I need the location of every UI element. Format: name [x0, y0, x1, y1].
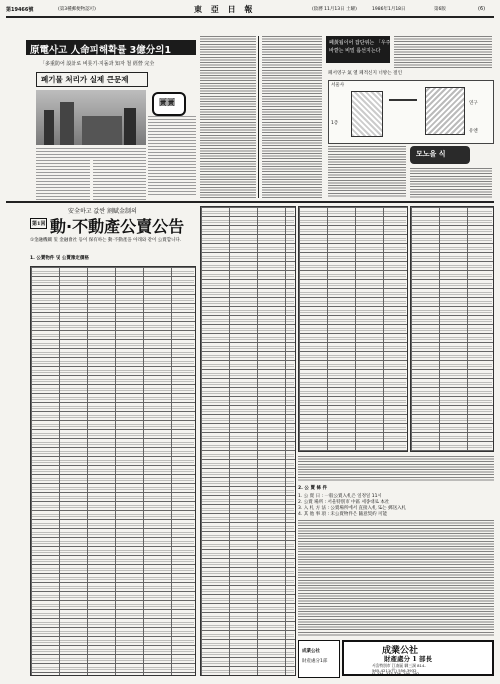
headline: 原電사고 人命피해확률 3億分의1 — [30, 45, 172, 56]
column-rule — [258, 36, 259, 198]
notice-top-line: 安全하고 값싼 割賦金制의 — [68, 208, 137, 215]
conditions-text — [298, 456, 494, 482]
photo-caption — [36, 148, 146, 158]
section-rule — [6, 201, 494, 203]
conditions-heading: 2. 公 賣 條 件 — [298, 486, 328, 491]
company-phone: 代 334, 335-336, 290, 292 — [372, 672, 420, 676]
notice-number: 第1回 — [30, 218, 47, 229]
company-phone: 565-4211(代) 556-3932 — [372, 668, 417, 673]
date: 1986年1月18日 — [372, 7, 406, 12]
company-box — [342, 640, 494, 676]
diagram-label: 연구 — [469, 101, 478, 106]
condition-line: 2. 公賣 場所 : 서울特別市 中區 세종대로 本社 — [298, 500, 390, 505]
company-left-box: 成業公社 財産處分1部 — [298, 640, 340, 678]
article-logo: 圖圖 — [152, 92, 186, 116]
issue-number: 第19466號 — [6, 7, 34, 13]
column-logo: 모노을 식 — [410, 146, 470, 164]
company-address: 서울特別市 江南區 驛三洞 814- — [372, 663, 426, 668]
plant-photo — [36, 90, 146, 145]
property-table — [298, 206, 408, 452]
property-table — [410, 206, 494, 452]
article-column — [148, 116, 196, 196]
right-box — [326, 36, 390, 63]
condition-line: 3. 入 札 方 法 : 公賣場所에서 直接入札 또는 郵送入札 — [298, 506, 407, 511]
headline-box — [26, 40, 196, 55]
article-column — [328, 146, 406, 198]
headline-subhead: 「多重防어 設計로 비롯기·지돌과 知자 철 經營 完全 — [40, 61, 155, 67]
condition-line: 1. 公 賣 日 : 一般公賣入札은 일정일 11시 — [298, 494, 382, 499]
page-number: (6) — [478, 6, 486, 12]
notice-sub: ①金融機關 및 金融會社 등이 保有하는 動·不動產을 아래와 같이 公賣합니다. — [30, 238, 182, 243]
property-table — [200, 206, 296, 676]
article-column — [262, 36, 322, 198]
mail-class: (第3種郵便物認可) — [58, 7, 96, 12]
property-table — [30, 266, 196, 676]
article-column — [200, 36, 256, 198]
weekday: (陰曆 11月13日 土曜) — [312, 7, 357, 12]
paper-name: 東 亞 日 報 — [194, 4, 256, 14]
right-subhead: 폐서영구 氣 열 폐적신지 너방는 절인 — [328, 71, 403, 76]
notice-title: 動·不動產公賣公告 — [50, 217, 185, 236]
notice-header — [30, 206, 198, 264]
reactor-diagram — [328, 80, 494, 144]
section-title-box — [36, 72, 148, 87]
diagram-label: 유엔 — [469, 129, 478, 134]
edition: 第6版 — [434, 7, 446, 12]
condition-line: 4. 其 他 事 項 : 未公賣物件은 隨意契約 可能 — [298, 512, 388, 517]
article-column — [93, 160, 146, 200]
diagram-label: 1층 — [331, 121, 339, 126]
right-box-text: 폐黃됩이어 잡단위는 「우주 바깥는 비밀 롭선지는다 — [329, 40, 391, 54]
section-title: 폐기물 처리가 실제 큰문제 — [41, 75, 129, 84]
company-name: 成業公社 — [382, 646, 419, 656]
company-dept: 財產處分 1 部長 — [384, 655, 433, 663]
article-column — [394, 36, 492, 68]
masthead — [6, 4, 494, 16]
conditions-text — [298, 520, 494, 636]
notice-section-label: 1. 公賣物件 및 公賣豫定價格 — [30, 256, 89, 261]
article-column — [36, 160, 90, 200]
masthead-rule — [6, 16, 494, 18]
article-column — [410, 168, 492, 198]
diagram-label: 서울사 — [331, 83, 345, 88]
